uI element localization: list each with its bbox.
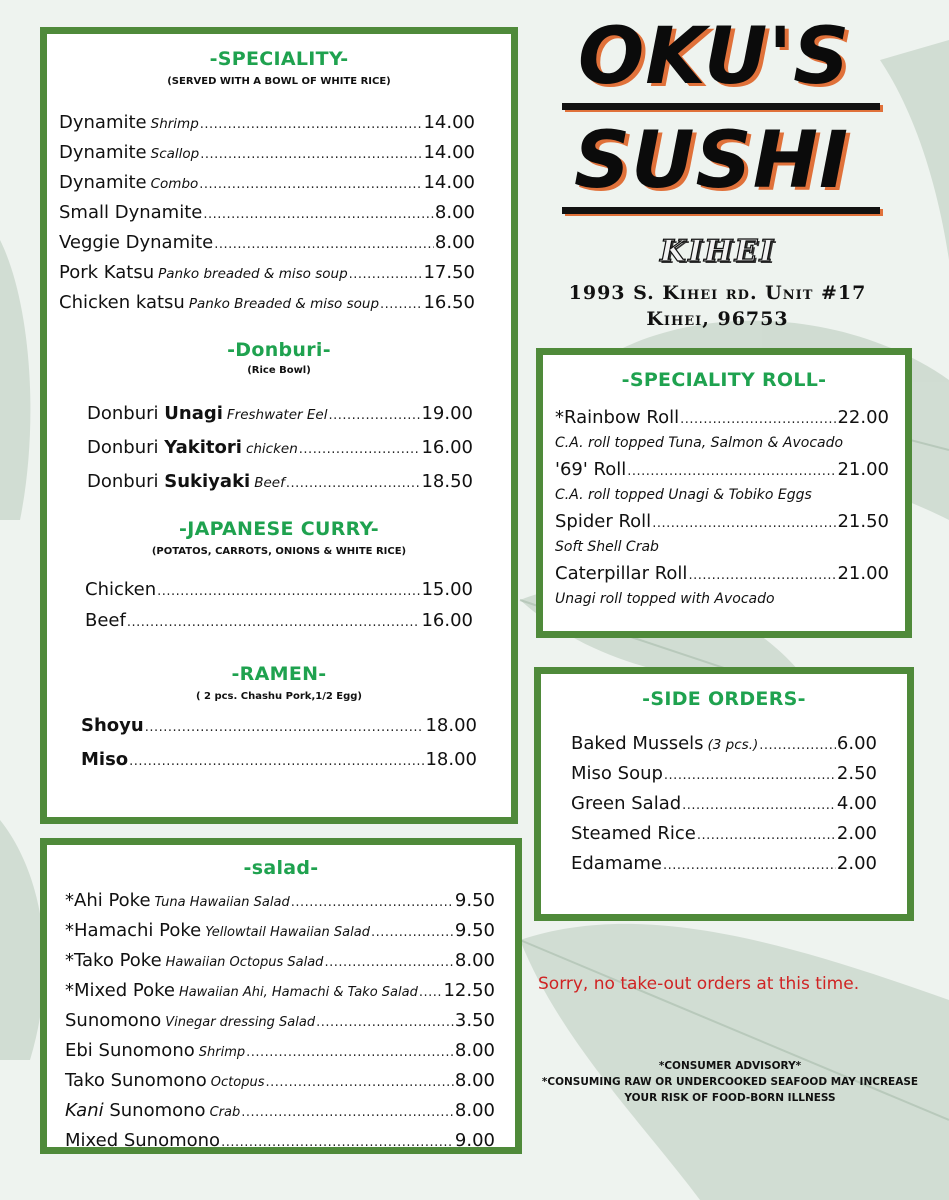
menu-item-name: Mixed Sunomono — [65, 1130, 221, 1151]
menu-item-description: Octopus — [210, 1075, 265, 1090]
menu-item-price: 14.00 — [423, 172, 475, 193]
menu-item-description: Panko Breaded & miso soup — [188, 296, 380, 312]
logo-okus: OKU'S — [578, 12, 851, 102]
curry-subtitle: (POTATOS, CARROTS, ONIONS & WHITE RICE) — [151, 546, 407, 557]
side-orders-list — [571, 730, 877, 880]
consumer-advisory — [530, 1058, 930, 1106]
menu-item-leader — [663, 852, 836, 880]
menu-item-price: 19.00 — [421, 403, 473, 424]
menu-item-name: Dynamite — [59, 142, 147, 163]
menu-item-description: Shrimp — [150, 116, 199, 132]
menu-item-leader — [697, 822, 836, 850]
menu-item-description: Vinegar dressing Salad — [165, 1015, 316, 1030]
menu-item-price: 21.50 — [837, 511, 889, 532]
menu-item-name: Miso — [81, 749, 129, 770]
menu-item-name: Chicken — [85, 579, 157, 600]
menu-item-price: 2.50 — [836, 763, 877, 784]
logo-underline-1 — [562, 103, 880, 110]
menu-item-description: Hawaiian Octopus Salad — [165, 955, 324, 970]
menu-item — [85, 575, 473, 606]
menu-item-name: Sunomono — [65, 1010, 162, 1031]
menu-item-leader — [349, 261, 423, 289]
menu-item-leader — [324, 949, 453, 977]
menu-item — [59, 139, 475, 169]
speciality-roll-list — [555, 405, 889, 607]
menu-item-leader — [200, 111, 423, 139]
menu-item-price: 14.00 — [423, 142, 475, 163]
menu-item-leader — [664, 762, 836, 790]
menu-item-description: Freshwater Eel — [226, 407, 328, 423]
menu-item-price: 16.00 — [421, 610, 473, 631]
menu-item-name: Veggie Dynamite — [59, 232, 214, 253]
menu-item — [59, 109, 475, 139]
curry-list — [85, 575, 473, 637]
menu-item-leader — [199, 171, 422, 199]
menu-item-price: 18.00 — [425, 715, 477, 736]
speciality-subtitle: (SERVED WITH A BOWL OF WHITE RICE) — [167, 76, 391, 87]
menu-item-price: 18.00 — [425, 749, 477, 770]
menu-item-leader — [291, 889, 454, 917]
menu-item-name-bold: Unagi — [164, 403, 223, 424]
menu-item — [555, 457, 889, 485]
menu-item-price: 8.00 — [434, 232, 475, 253]
menu-item-name-bold: Sukiyaki — [164, 471, 251, 492]
speciality-title: -SPECIALITY- — [209, 48, 349, 70]
menu-item — [571, 850, 877, 880]
address-line-2: Kihei, 96753 — [646, 308, 789, 330]
menu-item — [555, 561, 889, 589]
menu-item — [555, 405, 889, 433]
menu-item-description: Tuna Hawaiian Salad — [154, 895, 290, 910]
menu-item — [65, 917, 495, 947]
menu-item-note: Unagi roll topped with Avocado — [555, 591, 775, 607]
menu-item — [59, 169, 475, 199]
curry-title: -JAPANESE CURRY- — [179, 518, 379, 540]
menu-item — [85, 606, 473, 637]
menu-item-description: Panko breaded & miso soup — [158, 266, 348, 282]
side-orders-title: -SIDE ORDERS- — [642, 688, 806, 710]
address — [545, 282, 890, 330]
menu-item-leader — [246, 1039, 454, 1067]
menu-item-leader — [682, 792, 836, 820]
menu-item-description: Yellowtail Hawaiian Salad — [205, 925, 370, 940]
menu-item — [65, 1127, 495, 1157]
menu-item — [87, 432, 473, 466]
advisory-line-1: *CONSUMING RAW OR UNDERCOOKED SEAFOOD MAY INCREASE — [541, 1076, 919, 1088]
menu-item — [555, 509, 889, 537]
menu-item-leader — [688, 563, 836, 589]
advisory-line-2: YOUR RISK OF FOOD-BORN ILLNESS — [624, 1092, 836, 1104]
menu-item-note: C.A. roll topped Tuna, Salmon & Avocado — [555, 435, 844, 451]
speciality-panel — [40, 27, 518, 824]
menu-item — [571, 820, 877, 850]
menu-item-name: '69' Roll — [555, 459, 627, 480]
menu-item-price: 9.00 — [454, 1130, 495, 1151]
menu-item-description: Beef — [254, 475, 285, 491]
menu-item-leader — [371, 919, 454, 947]
menu-item — [571, 760, 877, 790]
menu-item — [571, 730, 877, 760]
menu-item-name: Dynamite — [59, 172, 147, 193]
donburi-list — [87, 398, 473, 500]
menu-item — [571, 790, 877, 820]
menu-item-name-bold: Yakitori — [164, 437, 242, 458]
menu-item-name: Donburi Sukiyaki — [87, 471, 251, 492]
ramen-list — [81, 710, 477, 778]
menu-item-leader — [200, 141, 422, 169]
menu-item — [65, 1097, 495, 1127]
menu-item-note: C.A. roll topped Unagi & Tobiko Eggs — [555, 487, 812, 503]
logo-kihei: KIHEI — [660, 234, 776, 269]
menu-item-price: 4.00 — [836, 793, 877, 814]
logo-sushi: SUSHI — [574, 116, 849, 206]
menu-item-price: 22.00 — [837, 407, 889, 428]
menu-item-leader — [299, 434, 421, 466]
menu-item-name: Spider Roll — [555, 511, 652, 532]
menu-item-description: (3 pcs.) — [707, 737, 759, 753]
ramen-title: -RAMEN- — [231, 663, 327, 685]
menu-item-leader — [129, 746, 424, 778]
menu-item-note: Soft Shell Crab — [555, 539, 659, 555]
menu-item-description: Shrimp — [198, 1045, 246, 1060]
menu-item — [65, 977, 495, 1007]
speciality-roll-title: -SPECIALITY ROLL- — [621, 369, 827, 391]
menu-item-price: 16.50 — [423, 292, 475, 313]
menu-item-price: 8.00 — [454, 1040, 495, 1061]
menu-item-name: Small Dynamite — [59, 202, 203, 223]
menu-item-name: Shoyu — [81, 715, 144, 736]
menu-item — [65, 947, 495, 977]
menu-item-description: chicken — [245, 441, 298, 457]
menu-item-leader — [652, 511, 836, 537]
menu-item — [59, 289, 475, 319]
advisory-title: *CONSUMER ADVISORY* — [658, 1060, 802, 1072]
menu-item — [59, 199, 475, 229]
logo-underline-2 — [562, 207, 880, 214]
menu-item-price: 6.00 — [836, 733, 877, 754]
menu-item-leader — [759, 732, 836, 760]
address-line-1: 1993 S. Kihei rd. Unit #17 — [568, 282, 867, 304]
menu-item-price: 17.50 — [423, 262, 475, 283]
salad-title: -salad- — [243, 857, 319, 879]
menu-item-name: Edamame — [571, 853, 663, 874]
menu-item-price: 2.00 — [836, 853, 877, 874]
menu-item — [87, 466, 473, 500]
menu-item-price: 12.50 — [443, 980, 495, 1001]
menu-item-description: Crab — [209, 1105, 241, 1120]
menu-item-leader — [286, 468, 421, 500]
menu-item-name: Pork Katsu — [59, 262, 155, 283]
menu-item-price: 8.00 — [454, 1070, 495, 1091]
menu-item — [59, 259, 475, 289]
menu-item-price: 15.00 — [421, 579, 473, 600]
menu-item-name: Beef — [85, 610, 126, 631]
speciality-roll-panel — [536, 348, 912, 638]
menu-item-leader — [214, 231, 434, 259]
donburi-subtitle: (Rice Bowl) — [247, 365, 311, 376]
menu-item-name: *Hamachi Poke — [65, 920, 202, 941]
menu-item-price: 2.00 — [836, 823, 877, 844]
menu-item-leader — [241, 1099, 454, 1127]
speciality-list — [59, 109, 475, 319]
donburi-title: -Donburi- — [227, 339, 331, 361]
menu-item-description: Combo — [150, 176, 199, 192]
menu-item-name: Miso Soup — [571, 763, 663, 784]
menu-item — [65, 1007, 495, 1037]
menu-item-name: Steamed Rice — [571, 823, 696, 844]
menu-item-price: 14.00 — [423, 112, 475, 133]
menu-item-leader — [627, 459, 836, 485]
menu-item-name: Ebi Sunomono — [65, 1040, 195, 1061]
menu-item-name: Tako Sunomono — [65, 1070, 207, 1091]
menu-item — [59, 229, 475, 259]
menu-item-price: 21.00 — [837, 563, 889, 584]
menu-item-leader — [316, 1009, 454, 1037]
menu-item — [81, 710, 477, 744]
menu-item-leader — [680, 407, 836, 433]
menu-item-name: Chicken katsu — [59, 292, 185, 313]
menu-item — [65, 1067, 495, 1097]
menu-item-name-italic: Kani — [65, 1100, 104, 1121]
menu-item-price: 9.50 — [454, 920, 495, 941]
menu-item-leader — [221, 1129, 454, 1157]
menu-item-leader — [266, 1069, 454, 1097]
menu-item-price: 9.50 — [454, 890, 495, 911]
menu-item — [81, 744, 477, 778]
menu-item-name: Donburi Unagi — [87, 403, 223, 424]
menu-item-leader — [127, 608, 421, 637]
menu-item-name: *Mixed Poke — [65, 980, 175, 1001]
menu-item-description: Hawaiian Ahi, Hamachi & Tako Salad — [178, 985, 418, 1000]
menu-item-leader — [145, 712, 425, 744]
menu-item-price: 8.00 — [454, 950, 495, 971]
menu-item-price: 3.50 — [454, 1010, 495, 1031]
menu-item-price: 21.00 — [837, 459, 889, 480]
menu-item-price: 16.00 — [421, 437, 473, 458]
menu-item-price: 8.00 — [434, 202, 475, 223]
menu-item-name: Donburi Yakitori — [87, 437, 242, 458]
menu-item-name: *Ahi Poke — [65, 890, 151, 911]
menu-item-price: 8.00 — [454, 1100, 495, 1121]
menu-item — [87, 398, 473, 432]
menu-item-name: Green Salad — [571, 793, 682, 814]
menu-item — [65, 887, 495, 917]
menu-item-name: Baked Mussels — [571, 733, 704, 754]
salad-list — [65, 887, 495, 1157]
menu-item-name: Caterpillar Roll — [555, 563, 688, 584]
menu-item-name: *Tako Poke — [65, 950, 162, 971]
menu-item-leader — [157, 577, 420, 606]
salad-panel — [40, 838, 522, 1154]
menu-item-description: Scallop — [150, 146, 200, 162]
menu-item-leader — [328, 400, 420, 432]
menu-item — [65, 1037, 495, 1067]
menu-item-name: Dynamite — [59, 112, 147, 133]
side-orders-panel — [534, 667, 914, 921]
menu-item-leader — [419, 979, 443, 1007]
menu-item-name: Kani Sunomono — [65, 1100, 206, 1121]
menu-item-price: 18.50 — [421, 471, 473, 492]
menu-item-leader — [380, 291, 422, 319]
takeout-notice: Sorry, no take-out orders at this time. — [538, 974, 860, 994]
ramen-subtitle: ( 2 pcs. Chashu Pork,1/2 Egg) — [195, 691, 363, 702]
menu-item-name: *Rainbow Roll — [555, 407, 680, 428]
menu-item-leader — [203, 201, 434, 229]
